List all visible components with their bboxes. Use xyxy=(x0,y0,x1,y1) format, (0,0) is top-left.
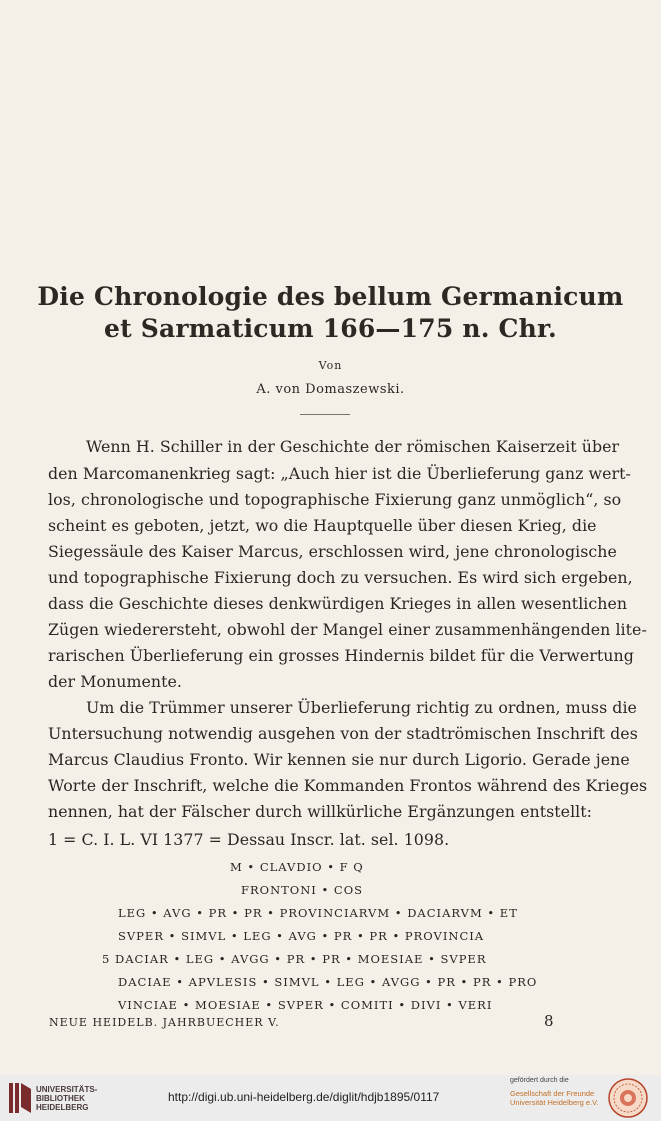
inscription-line: LEG • AVG • PR • PR • PROVINCIARVM • DACIARVM • ET xyxy=(118,906,518,920)
inscription-line: FRONTONI • COS xyxy=(241,883,364,897)
inscription-line: 5 DACIAR • LEG • AVGG • PR • PR • MOESIAE • SVPER xyxy=(102,952,487,966)
library-name xyxy=(36,1085,97,1112)
byline-von: Von xyxy=(318,359,343,372)
running-footer: NEUE HEIDELB. JAHRBUECHER V. xyxy=(49,1016,280,1029)
inscription-line: DACIAE • APVLESIS • SIMVL • LEG • AVGG • PR • PR • PRO xyxy=(118,975,538,989)
library-name-line2: BIBLIOTHEK xyxy=(36,1094,85,1103)
inscription-line: M • CLAVDIO • F Q xyxy=(230,860,364,874)
library-name-line1: UNIVERSITÄTS- xyxy=(36,1085,98,1094)
body-line: Um die Trümmer unserer Überlieferung richtig zu ordnen, muss die xyxy=(86,698,637,717)
society-name xyxy=(510,1089,599,1107)
society-name-line2: Universität Heidelberg e.V. xyxy=(510,1098,599,1107)
library-name-line3: HEIDELBERG xyxy=(36,1103,89,1112)
digitization-bar xyxy=(0,1075,661,1121)
body-line: und topographische Fixierung doch zu versuchen. Es wird sich ergeben, xyxy=(48,568,633,587)
body-line: Zügen wiederersteht, obwohl der Mangel einer zusammenhängenden lite- xyxy=(48,620,647,639)
body-line: Siegessäule des Kaiser Marcus, erschlossen wird, jene chronologische xyxy=(48,542,617,561)
body-line: los, chronologische und topographische Fixierung ganz unmöglich“, so xyxy=(48,490,622,509)
university-seal-icon xyxy=(608,1078,648,1118)
body-line: nennen, hat der Fälscher durch willkürliche Ergänzungen entstellt: xyxy=(48,802,593,821)
inscription-line: SVPER • SIMVL • LEG • AVG • PR • PR • PROVINCIA xyxy=(118,929,485,943)
citation-line: 1 = C. I. L. VI 1377 = Dessau Inscr. lat. sel. 1098. xyxy=(48,830,450,849)
body-line: dass die Geschichte dieses denkwürdigen Krieges in allen wesentlichen xyxy=(48,594,628,613)
article-title-line1: Die Chronologie des bellum Germanicum xyxy=(37,282,624,311)
permalink-url[interactable]: http://digi.ub.uni-heidelberg.de/diglit/hdjb1895/0117 xyxy=(168,1090,440,1104)
society-name-line1: Gesellschaft der Freunde xyxy=(510,1089,595,1098)
signature-mark: 8 xyxy=(544,1012,554,1030)
article-title-line2: et Sarmaticum 166—175 n. Chr. xyxy=(104,314,557,343)
body-line: der Monumente. xyxy=(48,672,182,691)
body-line: Wenn H. Schiller in der Geschichte der römischen Kaiserzeit über xyxy=(86,437,620,456)
inscription-line: VINCIAE • MOESIAE • SVPER • COMITI • DIVI • VERI xyxy=(118,998,493,1012)
funded-by-label: gefördert durch die xyxy=(510,1077,569,1084)
separator-rule xyxy=(300,414,350,415)
body-line: Untersuchung notwendig ausgehen von der stadtrömischen Inschrift des xyxy=(48,724,638,743)
body-line: rarischen Überlieferung ein grosses Hindernis bildet für die Verwertung xyxy=(48,646,634,665)
author-name: A. von Domaszewski. xyxy=(256,382,405,397)
body-line: Marcus Claudius Fronto. Wir kennen sie nur durch Ligorio. Gerade jene xyxy=(48,750,630,769)
body-line: Worte der Inschrift, welche die Kommanden Frontos während des Krieges xyxy=(48,776,648,795)
body-line: scheint es geboten, jetzt, wo die Hauptquelle über diesen Krieg, die xyxy=(48,516,597,535)
library-logo-icon xyxy=(8,1081,32,1115)
body-line: den Marcomanenkrieg sagt: „Auch hier ist die Überlieferung ganz wert- xyxy=(48,464,631,483)
